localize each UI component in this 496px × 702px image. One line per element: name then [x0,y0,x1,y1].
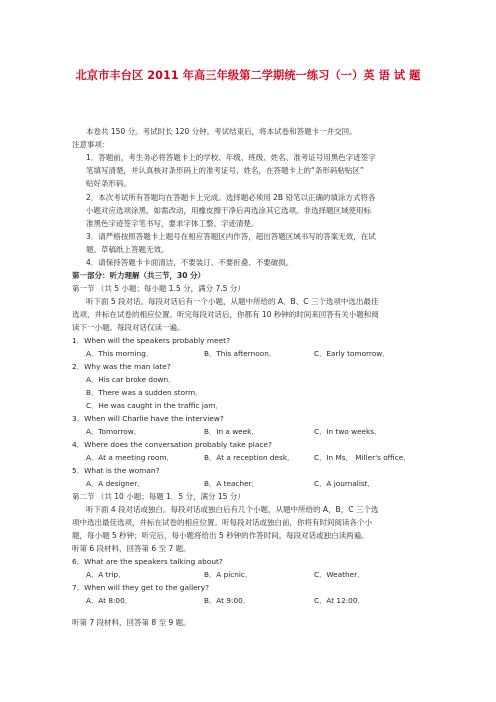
question-6: 6．What are the speakers talking about? [72,557,223,566]
q4-option-c: C．In Ms． Miller's office． [314,453,411,462]
part1-heading: 第一部分：听力理解（共三节，30 分） [72,271,206,280]
note-line: 题、草稿纸上答题无效。 [86,245,169,254]
q2-option-b: B．There was a sudden storm． [86,388,203,397]
q2-option-c: C．He was caught in the traffic jam． [86,401,223,410]
note-line: 3．请严格按照答题卡上题号在相应答题区内作答，超出答题区域书写的答案无效，在试 [86,232,376,241]
section2-instructions: 听下面 4 段对话或独白。每段对话或独白后有几个小题，从题中所给的 A，B，C 三个选 [86,505,379,514]
q5-option-a: A．A designer． [86,479,145,488]
section1-instructions: 听下面 5 段对话。每段对话后有一个小题，从题中所给的 A、B、C 三个选项中选出最佳 [86,297,379,306]
q7-option-c: C．At 12:00． [314,596,365,605]
note-line: 2．本次考试所有答题均在答题卡上完成。选择题必须用 2B 铅笔以正确的填涂方式将各 [86,193,376,202]
q5-option-b: B．A teacher． [204,479,259,488]
note-line: 准黑色字迹签字笔书写，要求字体工整、字迹清楚。 [86,219,259,228]
q7-option-a: A．At 8:00． [86,596,133,605]
q6-option-a: A．A trip． [86,570,126,579]
note-line: 笔填写清楚，并认真核对条形码上的准考证号、姓名，在答题卡上的“条形码粘贴区” [86,166,364,175]
notes-heading: 注意事项： [72,140,110,149]
section1-heading: 第一节 （共 5 小题；每小题 1.5 分，满分 7.5 分） [72,284,245,293]
section1-instructions: 选项，并标在试卷的相应位置。听完每段对话后，你都有 10 秒钟的时间来回答有关小题和阅 [72,310,379,319]
note-line: 贴好条形码。 [86,179,131,188]
q7-option-b: B．At 9:00． [204,596,251,605]
question-7: 7．When will they get to the gallery? [72,583,210,592]
note-line: 小题对应选项涂黑，如需改动，用橡皮擦干净后再选涂其它选项。非选择题区域使用标 [86,206,371,215]
section2-instructions: 题，每小题 5 秒钟；听完后，每小题将给出 5 秒钟的作答时间。每段对话或独白读两遍。 [72,531,369,540]
q3-option-c: C．In two weeks． [314,427,382,436]
question-4: 4．Where does the conversation probably take place? [72,440,272,449]
note-line: 1．答题前，考生务必将答题卡上的学校、年级、班级、姓名、准考证号用黑色字迹签字 [86,153,376,162]
q5-option-c: C．A journalist． [314,479,375,488]
question-5: 5．What is the woman? [72,466,160,475]
dialog7-intro: 听第 7 段材料，回答第 8 至 9 题。 [72,618,191,627]
q4-option-b: B．At a reception desk． [204,453,295,462]
exam-info: 本卷共 150 分。考试时长 120 分钟。考试结束后，将本试卷和答题卡一并交回。 [86,127,357,136]
dialog6-intro: 听第 6 段材料，回答第 6 至 7 题。 [72,544,191,553]
q2-option-a: A．His car broke down． [86,375,176,384]
q4-option-a: A．At a meeting room． [86,453,174,462]
q1-option-a: A．This morning． [86,349,154,358]
exam-title: 北京市丰台区 2011 年高三年级第二学期统一练习（一）英 语 试 题 [75,69,421,82]
q6-option-b: B．A picnic． [204,570,253,579]
q3-option-b: B．In a week． [204,427,259,436]
section2-heading: 第二节 （共 10 小题；每题 1．5 分，满分 15 分） [72,492,245,501]
q1-option-b: B．This afternoon． [204,349,277,358]
section1-instructions: 读下一小题。每段对话仅读一遍。 [72,323,185,332]
note-line: 4．请保持答题卡卡面清洁，不要装订、不要折叠、不要破损。 [86,258,294,267]
question-3: 3．When will Charlie have the interview? [72,414,224,423]
q3-option-a: A．Tomorrow． [86,427,141,436]
question-2: 2．Why was the man late? [72,362,171,371]
section2-instructions: 项中选出最佳选项，并标在试卷的相应位置。听每段对话或独白前，你将有时间阅读各个小 [72,518,372,527]
q1-option-c: C．Early tomorrow． [314,349,390,358]
question-1: 1．When will the speakers probably meet? [72,336,231,345]
q6-option-c: C．Weather． [314,570,365,579]
